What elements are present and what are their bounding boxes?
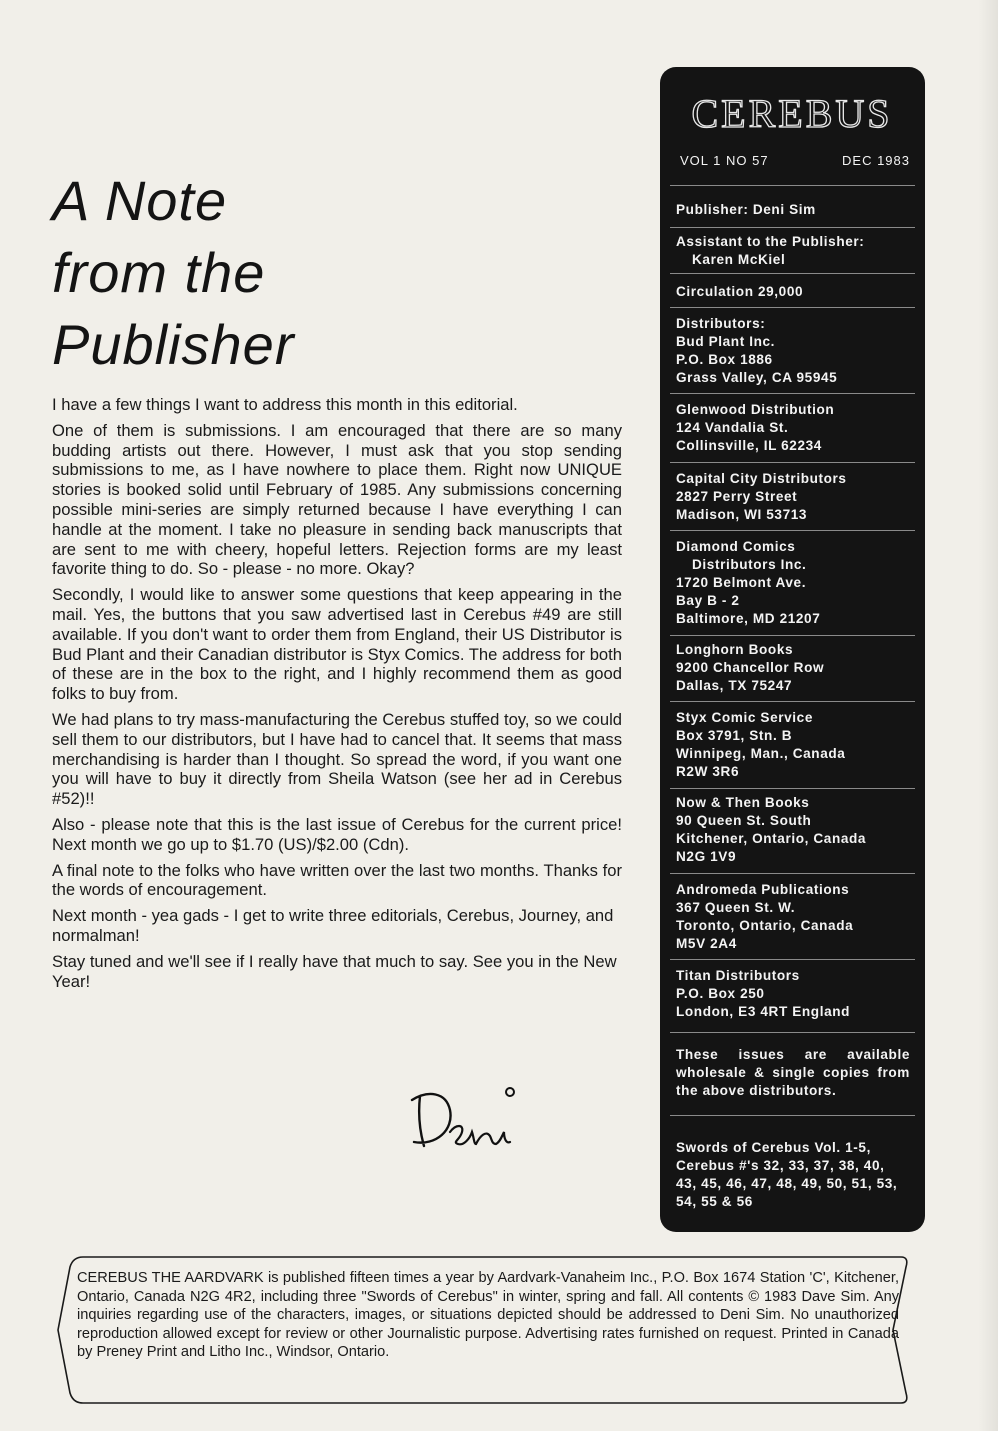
distributor-line: Now & Then Books [676, 795, 810, 810]
issue-date: DEC 1983 [842, 153, 910, 168]
distributor-line: Winnipeg, Man., Canada [676, 746, 846, 761]
distributor-line: Titan Distributors [676, 968, 800, 983]
distributor-line: 124 Vandalia St. [676, 420, 789, 435]
distributor-line: Diamond Comics [676, 539, 796, 554]
divider [670, 307, 915, 308]
issues-line: 43, 45, 46, 47, 48, 49, 50, 51, 53, [676, 1176, 898, 1191]
publisher-line: Publisher: Deni Sim [676, 202, 816, 217]
distributor-line: 9200 Chancellor Row [676, 660, 825, 675]
title-line: Publisher [52, 313, 295, 376]
paragraph: Next month - yea gads - I get to write three editorials, Cerebus, Journey, and normalman! [52, 906, 614, 945]
divider [670, 873, 915, 874]
distributor-line: 2827 Perry Street [676, 489, 798, 504]
distributor-line: Distributors Inc. [692, 557, 807, 572]
divider [670, 393, 915, 394]
distributor-line: Longhorn Books [676, 642, 794, 657]
divider [670, 462, 915, 463]
divider [670, 959, 915, 960]
assistant-label: Assistant to the Publisher: [676, 234, 865, 249]
distributor-andromeda [676, 881, 910, 953]
distributor-line: M5V 2A4 [676, 936, 737, 951]
distributors-label: Distributors: [676, 316, 766, 331]
issue-line [680, 153, 910, 168]
divider [670, 227, 915, 228]
divider [670, 1115, 915, 1116]
distributor-line: Glenwood Distribution [676, 402, 835, 417]
distributor-line: Bay B - 2 [676, 593, 740, 608]
logo-text: CEREBUS [691, 91, 893, 136]
paragraph: One of them is submissions. I am encouraged that there are so many budding artists out there. However, I must ask that you stop sending submissions to me, as I have nowhere to place them. Right now UNIQUE stories is booked solid until February of 1985. Any submissions concerning possible mini-series are simply returned because I have everything I can handle at the moment. I take no pleasure in sending back manuscripts that are sent to me with cheery, hopeful letters. Rejection forms are my least favorite thing to do. So - please - no more. Okay? [52, 420, 622, 579]
distributor-line: Toronto, Ontario, Canada [676, 918, 854, 933]
handwritten-signature [398, 1080, 538, 1160]
publisher-credit [676, 201, 910, 219]
volume-number: VOL 1 NO 57 [680, 153, 769, 168]
distributor-line: Styx Comic Service [676, 710, 813, 725]
page-title [52, 165, 382, 381]
issues-line: Cerebus #'s 32, 33, 37, 38, 40, [676, 1158, 885, 1173]
distributor-line: Collinsville, IL 62234 [676, 438, 822, 453]
availability-note: These issues are available wholesale & single copies from the above distributors. [676, 1047, 910, 1098]
divider [670, 530, 915, 531]
distributor-line: London, E3 4RT England [676, 1004, 851, 1019]
divider [670, 701, 915, 702]
title-line: from the [52, 241, 266, 304]
distributor-line: R2W 3R6 [676, 764, 740, 779]
available-issues [676, 1139, 910, 1211]
distributor-now-then [676, 794, 910, 866]
distributor-line: Bud Plant Inc. [676, 334, 776, 349]
paragraph: Also - please note that this is the last issue of Cerebus for the current price! Next month we go up to $1.70 (US)/$2.00 (Cdn). [52, 814, 622, 854]
cerebus-logo [674, 89, 911, 137]
distributor-line: Grass Valley, CA 95945 [676, 370, 838, 385]
distributor-line: Madison, WI 53713 [676, 507, 808, 522]
masthead-box [660, 67, 925, 1232]
distributor-line: Kitchener, Ontario, Canada [676, 831, 867, 846]
divider [670, 1032, 915, 1033]
distributor-line: Andromeda Publications [676, 882, 850, 897]
publication-notice: CEREBUS THE AARDVARK is published fifteen times a year by Aardvark-Vanaheim Inc., P.O. Box 1674 Station 'C', Kitchener, Ontario, Canada N2G 4R2, including three "Swords of Cerebus" in winter, spring and fall. All contents © 1983 Dave Sim. Any inquiries regarding use of the characters, images, or situations depicted should be addressed to Deni Sim. No unauthorized reproduction allowed except for review or other Journalistic purpose. Advertising rates furnished on request. Printed in Canada by Preney Print and Litho Inc., Windsor, Ontario. [77, 1270, 899, 1361]
distributor-bud-plant [676, 315, 910, 387]
issues-line: 54, 55 & 56 [676, 1194, 753, 1209]
editorial-body [52, 395, 622, 997]
paragraph: A final note to the folks who have written over the last two months. Thanks for the words of encouragement. [52, 860, 622, 900]
distributor-capital-city [676, 470, 910, 524]
distributor-line: Capital City Distributors [676, 471, 847, 486]
distributor-diamond [676, 538, 910, 628]
divider [670, 788, 915, 789]
assistant-credit [676, 233, 910, 269]
divider [670, 273, 915, 274]
distributor-line: Box 3791, Stn. B [676, 728, 793, 743]
distributor-line: Baltimore, MD 21207 [676, 611, 821, 626]
divider [670, 635, 915, 636]
paragraph: Stay tuned and we'll see if I really have that much to say. See you in the New Year! [52, 951, 617, 991]
distributor-line: Dallas, TX 75247 [676, 678, 793, 693]
colophon-box [55, 1255, 917, 1405]
circulation [676, 283, 910, 301]
distributor-line: 1720 Belmont Ave. [676, 575, 807, 590]
paragraph: Secondly, I would like to answer some questions that keep appearing in the mail. Yes, the buttons that you saw advertised last in Cerebus #49 are still available. If you don't want to order them from England, their US Distributor is Bud Plant and their Canadian distributor is Styx Comics. The address for both of these are in the box to the right, and I highly recommend them as good folks to buy from. [52, 585, 622, 704]
distributor-titan [676, 967, 910, 1021]
divider [670, 185, 915, 186]
distributor-line: 90 Queen St. South [676, 813, 812, 828]
assistant-name: Karen McKiel [692, 252, 786, 267]
paragraph: We had plans to try mass-manufacturing the Cerebus stuffed toy, so we could sell them to our distributors, but I have had to cancel that. It seems that mass merchandising is harder than I thought. So spread the word, if you want one you will have to buy it directly from Sheila Watson (see her ad in Cerebus #52)!! [52, 709, 622, 809]
title-line: A Note [52, 169, 228, 232]
distributor-line: P.O. Box 250 [676, 986, 765, 1001]
paragraph: I have a few things I want to address this month in this editorial. [52, 395, 518, 414]
distributor-glenwood [676, 401, 910, 455]
distributor-line: 367 Queen St. W. [676, 900, 796, 915]
circulation-line: Circulation 29,000 [676, 284, 804, 299]
issues-line: Swords of Cerebus Vol. 1-5, [676, 1140, 871, 1155]
distributor-line: N2G 1V9 [676, 849, 737, 864]
distributor-styx [676, 709, 910, 781]
distributor-longhorn [676, 641, 910, 695]
distributor-line: P.O. Box 1886 [676, 352, 773, 367]
